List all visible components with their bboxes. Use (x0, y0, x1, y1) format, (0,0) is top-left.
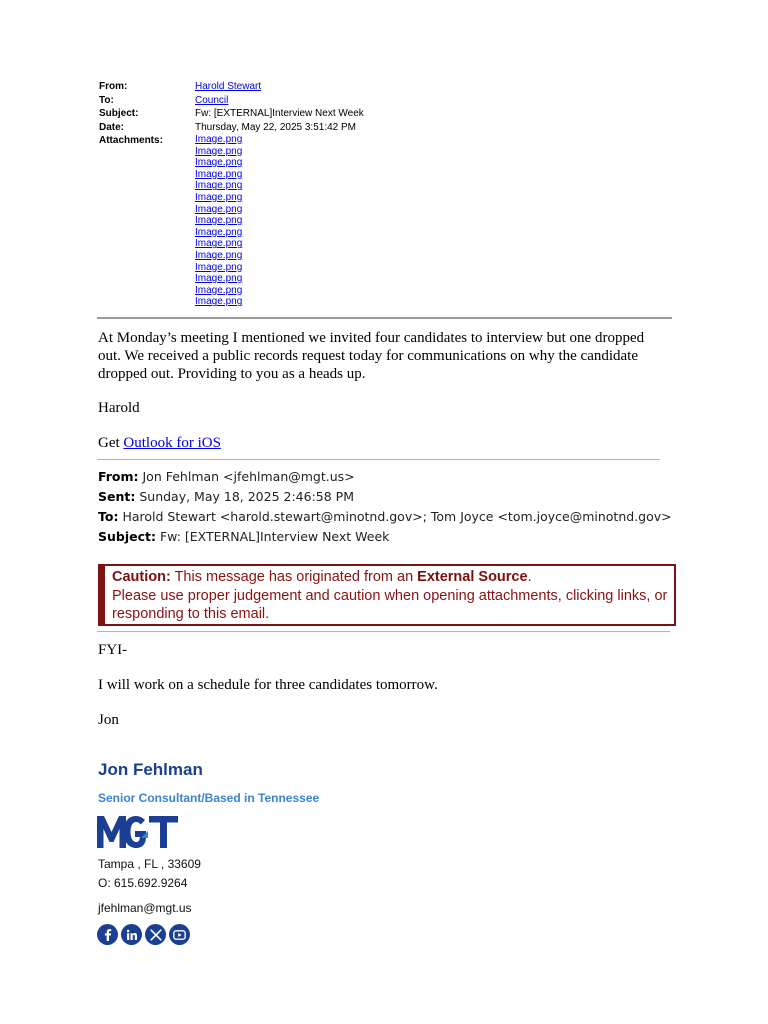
fwd-to-value: Harold Stewart <harold.stewart@minotnd.gov>; Tom Joyce <tom.joyce@minotnd.gov> (122, 509, 672, 524)
fwd-subject-value: Fw: [EXTERNAL]Interview Next Week (159, 529, 390, 544)
signature-name: Jon Fehlman (98, 760, 203, 779)
facebook-icon[interactable] (97, 924, 118, 945)
signature-phone: O: 615.692.9264 (98, 876, 188, 890)
caution-source: External Source (417, 569, 528, 585)
body-signoff: Harold (98, 400, 140, 416)
message-divider (97, 631, 670, 632)
attachment-link[interactable]: Image.png (195, 249, 243, 261)
attachment-link[interactable]: Image.png (195, 157, 243, 169)
message-signoff: Jon (98, 712, 119, 728)
caution-label: Caution: (112, 569, 171, 585)
outlook-line (98, 434, 664, 452)
attachment-link[interactable]: Image.png (195, 238, 243, 250)
youtube-icon[interactable] (169, 924, 190, 945)
mgt-logo (97, 814, 181, 850)
caution-text: This message has originated from an (170, 569, 418, 585)
to-link[interactable]: Council (195, 94, 229, 106)
social-links (97, 924, 190, 945)
header-divider (97, 317, 672, 319)
get-text: Get (98, 435, 124, 451)
attachment-link[interactable]: Image.png (195, 134, 243, 145)
message-fyi: FYI- (98, 642, 128, 658)
linkedin-icon[interactable] (121, 924, 142, 945)
logo-text: MGT (97, 814, 100, 815)
outlook-link[interactable]: Outlook for iOS (123, 435, 221, 451)
attachments-label: Attachments: (99, 135, 163, 146)
fwd-sent-value: Sunday, May 18, 2025 2:46:58 PM (139, 489, 354, 504)
attachment-link[interactable]: Image.png (195, 284, 243, 296)
attachment-link[interactable]: Image.png (195, 215, 243, 227)
signature-title: Senior Consultant/Based in Tennessee (98, 791, 320, 805)
attachment-link[interactable]: Image.png (195, 226, 243, 238)
attachment-link[interactable]: Image.png (195, 273, 243, 285)
forward-divider (97, 459, 660, 460)
to-label: To: (99, 94, 114, 106)
subject-label: Subject: (99, 108, 139, 119)
email-header (99, 80, 364, 308)
caution-period: . (527, 569, 532, 585)
fwd-from-value: Jon Fehlman <jfehlman@mgt.us> (142, 469, 355, 484)
attachment-link[interactable]: Image.png (195, 168, 243, 180)
from-label: From: (99, 81, 128, 92)
date-value: Thursday, May 22, 2025 3:51:42 PM (195, 121, 357, 133)
from-link[interactable]: Harold Stewart (195, 81, 262, 92)
attachment-link[interactable]: Image.png (195, 180, 243, 192)
x-icon[interactable] (145, 924, 166, 945)
fwd-sent-label: Sent: (98, 489, 136, 504)
caution-banner (98, 564, 676, 626)
subject-value: Fw: [EXTERNAL]Interview Next Week (195, 108, 364, 119)
body-paragraph: At Monday’s meeting I mentioned we invited four candidates to interview but one dropped out. We received a public records request today for communications on why the candidate dropped out. Providing to you as a heads up. (98, 330, 645, 382)
signature-address: Tampa , FL , 33609 (98, 857, 201, 871)
fwd-from-label: From: (98, 469, 139, 484)
attachment-link[interactable]: Image.png (195, 296, 243, 308)
attachment-link[interactable]: Image.png (195, 191, 243, 203)
attachment-link[interactable]: Image.png (195, 261, 243, 273)
attachment-link[interactable]: Image.png (195, 145, 243, 157)
forwarded-header (98, 467, 672, 547)
message-line: I will work on a schedule for three candidates tomorrow. (98, 677, 438, 693)
attachment-link[interactable]: Image.png (195, 203, 243, 215)
fwd-subject-label: Subject: (98, 529, 156, 544)
fwd-to-label: To: (98, 509, 119, 524)
caution-advice: Please use proper judgement and caution when opening attachments, clicking links, or responding to this email. (112, 587, 668, 622)
attachment-list (195, 134, 242, 308)
signature-email: jfehlman@mgt.us (98, 901, 192, 915)
date-label: Date: (99, 121, 125, 133)
